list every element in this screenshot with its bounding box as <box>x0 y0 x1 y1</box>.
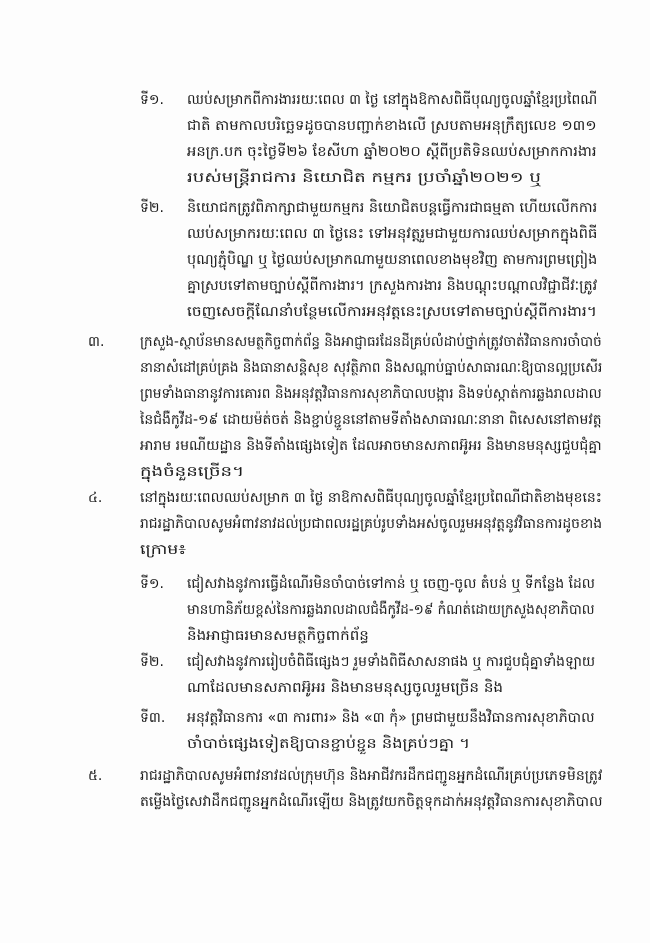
line-text: មានហានិភ័យខ្ពស់នៃការឆ្លងរាលដាលជំងឺកូវីដ-១៩ កំណត់ដោយក្រសួងសុខាភិបាល <box>187 602 595 618</box>
line-text: រាជរដ្ឋាភិបាលសូមអំពាវនាវដល់ប្រជាពលរដ្ឋគ្រប់រូបទាំងអស់ចូលរួមអនុវត្តនូវវិធានការដូចខាង <box>140 516 602 532</box>
line-text: រាជរដ្ឋាភិបាលសូមអំពាវនាវដល់ក្រុមហ៊ុន និងអាជីវករដឹកជញ្ជូនអ្នកដំណើរគ្រប់ប្រភេទមិនត្រូវ <box>140 768 602 784</box>
line-text: អនុវត្តវិធានការ «៣ ការពារ» និង «៣ កុំ» ព្រមជាមួយនឹងវិធានការសុខាភិបាល <box>187 710 595 726</box>
paragraph-line <box>187 649 595 675</box>
line-text: តម្លើងថ្លៃសេវាដឹកជញ្ជូនអ្នកដំណើរឡើយ និងត្រូវយកចិត្តទុកដាក់អនុវត្តវិធានការសុខាភិបាល <box>140 794 602 810</box>
paragraph-line <box>140 329 602 355</box>
paragraph-line <box>187 597 595 623</box>
paragraph-line <box>140 407 602 433</box>
paragraph-line <box>187 675 503 701</box>
paragraph-line <box>187 139 597 165</box>
paragraph-line <box>187 165 548 191</box>
sub-item-number: ទី១. <box>140 92 164 108</box>
line-text: ក្រោម៖ <box>140 542 186 558</box>
line-text: របស់មន្ត្រីរាជការ និយោជិត កម្មករ ប្រចាំឆ្នាំ២០២១ ឬ <box>187 170 541 186</box>
line-text: ចេញសេចក្ដីណែនាំបន្ថែមលើការអនុវត្តនេះស្របទៅតាមច្បាប់ស្ដីពីការងារ។ <box>187 304 597 320</box>
paragraph-line <box>140 355 602 381</box>
paragraph-line <box>140 433 602 459</box>
item-number: ៥. <box>88 768 103 784</box>
line-text: អារាម រមណីយដ្ឋាន និងទីតាំងផ្សេងទៀត ដែលអាចមានសភាពអ៊ូអរ និងមានមនុស្សជួបជុំគ្នា <box>140 438 602 454</box>
paragraph-line <box>140 537 186 563</box>
line-text: ជាតិ តាមកាលបរិច្ឆេទដូចបានបញ្ជាក់ខាងលើ ស្របតាមអនុក្រឹត្យលេខ ១៣១ <box>187 118 597 134</box>
line-text: ឈប់សម្រាកពីការងាររយៈពេល ៣ ថ្ងៃ នៅក្នុងឱកាសពិធីបុណ្យចូលឆ្នាំខ្មែរប្រពៃណី <box>187 92 597 108</box>
paragraph-line <box>187 571 595 597</box>
sub-item-number: ទី២. <box>140 200 164 216</box>
paragraph-line <box>140 381 602 407</box>
paragraph-line <box>187 731 470 757</box>
paragraph-line <box>187 195 597 221</box>
paragraph-line <box>140 485 602 511</box>
line-text: ចាំបាច់ផ្សេងទៀតឱ្យបានខ្ជាប់ខ្ជួន និងគ្រប់ៗគ្នា ។ <box>187 736 470 752</box>
item-text <box>140 485 602 563</box>
line-text: ឈប់សម្រាករយៈពេល ៣ ថ្ងៃនេះ ទៅអនុវត្តរួមជាមួយការឈប់សម្រាកក្នុងពិធី <box>187 226 597 242</box>
paragraph-line <box>140 511 602 537</box>
line-text: ណាដែលមានសភាពអ៊ូអរ និងមានមនុស្សចូលរួមច្រើន និង <box>187 680 503 696</box>
paragraph-line <box>187 299 597 325</box>
sub-item-text <box>187 705 595 757</box>
paragraph-line <box>187 623 369 649</box>
item-text <box>140 329 602 485</box>
item-number: ៤. <box>88 490 103 506</box>
sub-item-number: ទី១. <box>140 576 164 592</box>
sub-item-text <box>187 571 595 649</box>
sub-item-text <box>187 87 597 191</box>
line-text: ក្រសួង-ស្ថាប័នមានសមត្ថកិច្ចពាក់ព័ន្ធ និងអាជ្ញាធរដែនដីគ្រប់លំដាប់ថ្នាក់ត្រូវចាត់វិធានការចាំបាច់ <box>140 334 602 350</box>
paragraph-line <box>187 113 597 139</box>
paragraph-line <box>187 705 595 731</box>
item-text <box>140 763 602 815</box>
paragraph-line <box>187 247 597 273</box>
sub-item-number: ទី២. <box>140 654 164 670</box>
item-number: ៣. <box>88 334 105 350</box>
line-text: នៃជំងឺកូវីដ-១៩ ដោយម៉ត់ចត់ និងខ្ជាប់ខ្ជួននៅតាមទីតាំងសាធារណៈនានា ពិសេសនៅតាមវត្ត <box>140 412 602 428</box>
sub-item-text <box>187 649 595 701</box>
line-text: នៅក្នុងរយៈពេលឈប់សម្រាក ៣ ថ្ងៃ នាឱកាសពិធីបុណ្យចូលឆ្នាំខ្មែរប្រពៃណីជាតិខាងមុខនេះ <box>140 490 602 506</box>
line-text: ជៀសវាងនូវការធ្វើដំណើរមិនចាំបាច់ទៅកាន់ ឬ ចេញ-ចូល តំបន់ ឬ ទីកន្លែង ដែល <box>187 576 595 592</box>
line-text: ក្នុងចំនួនច្រើន។ <box>140 464 245 480</box>
line-text: បុណ្យភ្ជុំបិណ្ឌ ឬ ថ្ងៃឈប់សម្រាកណាមួយនាពេលខាងមុខវិញ តាមការព្រមព្រៀង <box>187 252 597 268</box>
paragraph-line <box>140 763 602 789</box>
sub-item-number: ទី៣. <box>140 710 166 726</box>
line-text: នានាសំដៅគ្រប់គ្រង និងធានាសន្តិសុខ សុវត្ថិភាព និងសណ្ដាប់ធ្នាប់សាធារណៈឱ្យបានល្អប្រសើរ <box>140 360 602 376</box>
paragraph-line <box>187 87 597 113</box>
paragraph-line <box>140 459 246 485</box>
line-text: ជៀសវាងនូវការរៀបចំពិធីផ្សេងៗ រួមទាំងពិធីសាសនាផង ឬ ការជួបជុំគ្នាទាំងឡាយ <box>187 654 595 670</box>
line-text: អនក្រ.បក ចុះថ្ងៃទី២៦ ខែសីហា ឆ្នាំ២០២០ ស្ដីពីប្រតិទិនឈប់សម្រាកការងារ <box>187 144 597 160</box>
line-text: និយោជកត្រូវពិភាក្សាជាមួយកម្មករ និយោជិតបន្តធ្វើការជាធម្មតា ហើយលើកការ <box>187 200 597 216</box>
sub-item-text <box>187 195 597 325</box>
line-text: គ្នាស្របទៅតាមច្បាប់ស្ដីពីការងារ។ ក្រសួងការងារ និងបណ្ដុះបណ្ដាលវិជ្ជាជីវៈត្រូវ <box>187 278 597 294</box>
paragraph-line <box>140 789 602 815</box>
line-text: និងអាជ្ញាធរមានសមត្ថកិច្ចពាក់ព័ន្ធ <box>187 628 369 644</box>
paragraph-line <box>187 221 597 247</box>
paragraph-line <box>187 273 597 299</box>
line-text: ព្រមទាំងធានានូវការគោរព និងអនុវត្តវិធានការសុខាភិបាលបង្ការ និងទប់ស្កាត់ការឆ្លងរាលដាល <box>140 386 602 402</box>
